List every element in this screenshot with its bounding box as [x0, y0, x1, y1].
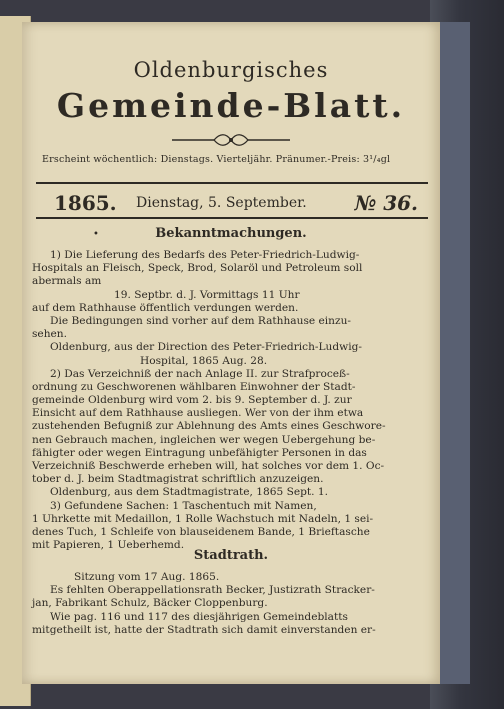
text-line: 2) Das Verzeichniß der nach Anlage II. zur Strafproceß-	[50, 367, 350, 380]
text-line: 1) Die Lieferung des Bedarfs des Peter-Friedrich-Ludwig-	[50, 249, 360, 261]
text-line: tober d. J. beim Stadtmagistrat schriftlich anzuzeigen.	[32, 473, 324, 486]
text-line: 3) Gefundene Sachen: 1 Taschentuch mit Namen,	[50, 499, 317, 512]
text-line: mit Papieren, 1 Ueberhemd.	[32, 539, 185, 552]
masthead-small-title: Oldenburgisches	[133, 58, 329, 82]
bullet-mark: •	[93, 229, 99, 240]
text-line: Oldenburg, aus dem Stadtmagistrate, 1865 Sept. 1.	[50, 486, 329, 499]
section-title-city-council: Stadtrath.	[193, 548, 269, 563]
text-line: zustehenden Befugniß zur Ablehnung des Amts eines Geschwore-	[32, 420, 386, 433]
publication-info: Erscheint wöchentlich: Dienstags. Vierteljähr. Pränumer.-Preis: 3¹/₄gl	[42, 154, 391, 165]
newspaper-page	[22, 22, 440, 684]
text-line: 1 Uhrkette mit Medaillon, 1 Rolle Wachstuch mit Nadeln, 1 sei-	[32, 512, 374, 525]
book-board	[438, 22, 470, 684]
text-line: fähigter oder wegen Eintragung unbefähigter Personen in das	[32, 446, 367, 459]
text-line: Oldenburg, aus der Direction des Peter-Friedrich-Ludwig-	[50, 341, 362, 354]
text-line: Wie pag. 116 und 117 des diesjährigen Gemeindeblatts	[50, 610, 348, 623]
text-line: Es fehlten Oberappellationsrath Becker, Justizrath Stracker-	[50, 584, 375, 597]
ornament-icon	[170, 133, 292, 147]
text-line: Hospital, 1865 Aug. 28.	[140, 354, 268, 367]
issue-number: № 36.	[354, 191, 418, 215]
text-line: nen Gebrauch machen, ingleichen wer wegen Uebergehung be-	[32, 433, 376, 446]
text-line: Sitzung vom 17 Aug. 1865.	[74, 571, 220, 583]
announcements-text	[32, 249, 432, 552]
text-line: jan, Fabrikant Schulz, Bäcker Cloppenburg.	[32, 597, 268, 610]
issue-date: Dienstag, 5. September.	[136, 195, 307, 211]
text-line: 19. Septbr. d. J. Vormittags 11 Uhr	[114, 288, 300, 301]
text-line: Die Bedingungen sind vorher auf dem Rathhause einzu-	[50, 314, 351, 327]
section-title-announcements: Bekanntmachungen.	[155, 226, 307, 241]
text-line: ordnung zu Geschworenen wählbaren Einwohner der Stadt-	[32, 380, 356, 393]
rule-bottom	[36, 217, 428, 219]
city-council-text	[32, 571, 432, 637]
text-line: abermals am	[32, 275, 102, 288]
text-line: Verzeichniß Beschwerde erheben will, hat solches vor dem 1. Oc-	[32, 460, 385, 472]
rule-top	[36, 182, 428, 184]
text-line: gemeinde Oldenburg wird vom 2. bis 9. September d. J. zur	[32, 394, 352, 407]
text-line: mitgetheilt ist, hatte der Stadtrath sich damit einverstanden er-	[32, 623, 376, 636]
dateline	[40, 187, 430, 215]
text-line: auf dem Rathhause öffentlich verdungen werden.	[32, 301, 299, 314]
text-line: Einsicht auf dem Rathhause ausliegen. Wer von der ihm etwa	[32, 407, 364, 420]
text-line: sehen.	[32, 328, 67, 341]
text-line: Hospitals an Fleisch, Speck, Brod, Solaröl und Petroleum soll	[32, 262, 363, 275]
text-line: denes Tuch, 1 Schleife von blauseidenem Bande, 1 Brieftasche	[32, 525, 370, 538]
issue-year: 1865.	[54, 191, 117, 215]
masthead-big-title: Gemeinde-Blatt.	[56, 86, 406, 125]
